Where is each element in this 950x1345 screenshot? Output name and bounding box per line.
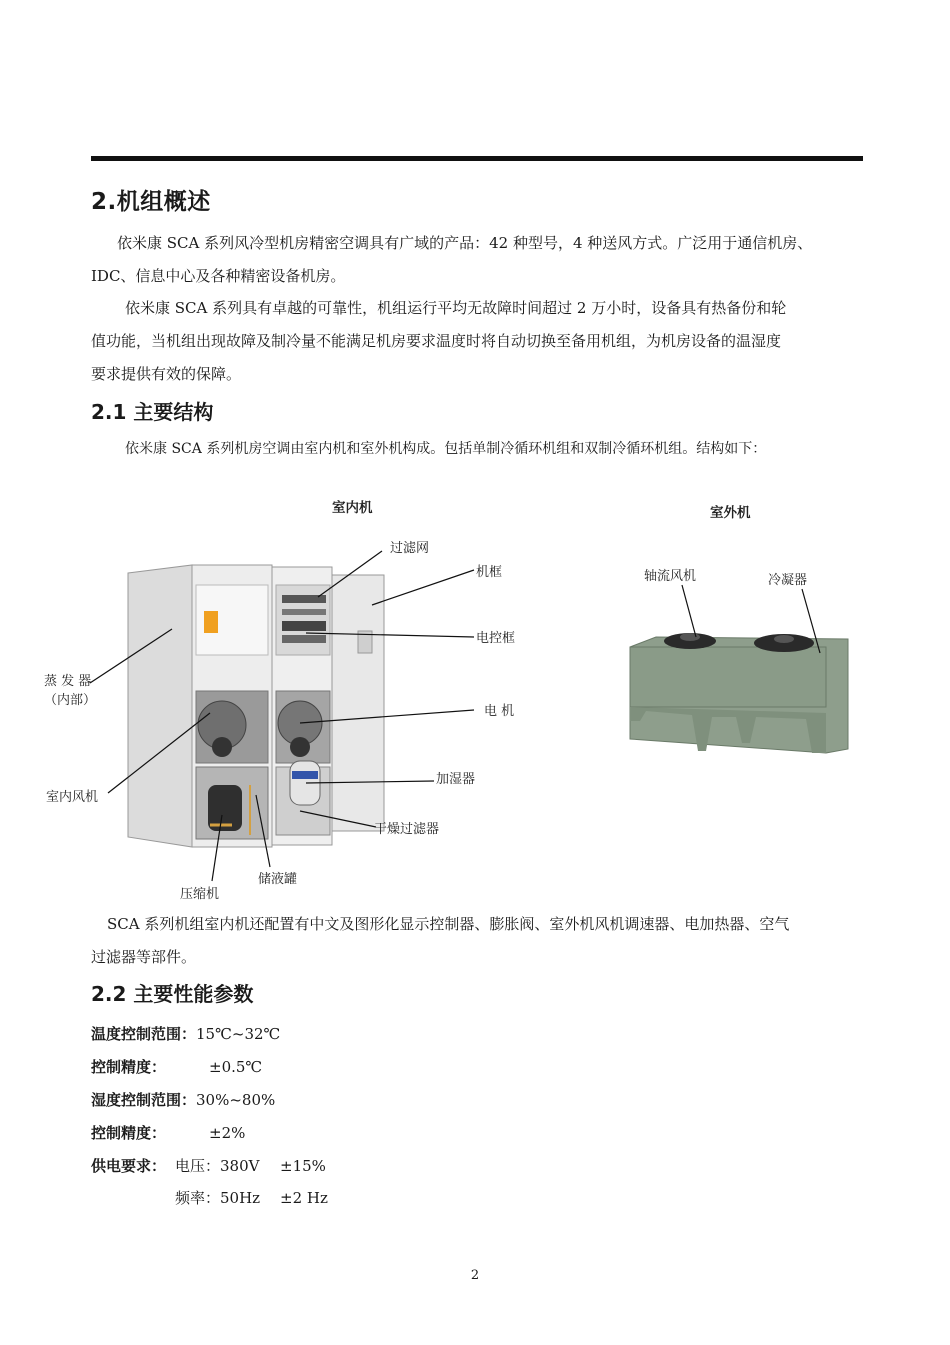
label-control-box: 电控框 bbox=[476, 631, 516, 646]
label-axial-fan: 轴流风机 bbox=[644, 569, 697, 584]
outdoor-unit-illustration bbox=[630, 633, 848, 753]
performance-title: 2.2 主要性能参数 bbox=[91, 982, 254, 1006]
structure-after-paragraph: SCA 系列机组室内机还配置有中文及图形化显示控制器、膨胀阀、室外机风机调速器、电加热器、空气 过滤器等部件。 bbox=[91, 915, 790, 966]
label-receiver: 储液罐 bbox=[258, 872, 298, 887]
spec-power-frequency: 频率：50Hz ±2 Hz bbox=[175, 1189, 328, 1207]
label-indoor-fan: 室内风机 bbox=[46, 790, 99, 805]
unit-structure-figure bbox=[0, 485, 950, 905]
page-number: 2 bbox=[470, 1268, 480, 1283]
spec-temp-range: 温度控制范围：15℃~32℃ bbox=[91, 1025, 281, 1043]
label-evaporator-sub: （内部） bbox=[44, 693, 97, 708]
structure-intro: 依米康 SCA 系列机房空调由室内机和室外机构成。包括单制冷循环机组和双制冷循环机组。结构如下： bbox=[125, 441, 767, 457]
label-motor: 电 机 bbox=[484, 704, 515, 719]
label-filter: 过滤网 bbox=[390, 541, 430, 556]
spec-power-voltage: 供电要求： 电压：380V ±15% bbox=[91, 1157, 326, 1175]
structure-title: 2.1 主要结构 bbox=[91, 400, 214, 424]
label-compressor: 压缩机 bbox=[180, 887, 220, 902]
overview-paragraph-1: 依米康 SCA 系列风冷型机房精密空调具有广域的产品：42 种型号，4 种送风方式。广泛用于通信机房、 IDC、信息中心及各种精密设备机房。 bbox=[91, 234, 813, 285]
label-dry-filter: 干燥过滤器 bbox=[374, 822, 440, 837]
spec-hum-precision: 控制精度： ±2% bbox=[91, 1124, 246, 1142]
label-humidifier: 加湿器 bbox=[436, 772, 476, 787]
spec-temp-precision: 控制精度： ±0.5℃ bbox=[91, 1058, 263, 1076]
header-rule bbox=[91, 156, 863, 161]
spec-hum-range: 湿度控制范围：30%~80% bbox=[91, 1091, 276, 1109]
indoor-unit-illustration bbox=[128, 565, 384, 847]
overview-paragraph-2: 依米康 SCA 系列具有卓越的可靠性，机组运行平均无故障时间超过 2 万小时，设备具有热备份和轮 值功能，当机组出现故障及制冷量不能满足机房要求温度时将自动切换至备用机组，为机房设备的温湿度 要求提供有效的保障。 bbox=[91, 299, 787, 383]
label-frame: 机框 bbox=[476, 565, 503, 580]
outdoor-unit-title: 室外机 bbox=[710, 505, 751, 521]
label-evaporator: 蒸 发 器 bbox=[44, 674, 92, 689]
indoor-unit-title: 室内机 bbox=[332, 500, 373, 516]
section-title: 2.机组概述 bbox=[91, 189, 211, 215]
label-condenser: 冷凝器 bbox=[768, 573, 808, 588]
